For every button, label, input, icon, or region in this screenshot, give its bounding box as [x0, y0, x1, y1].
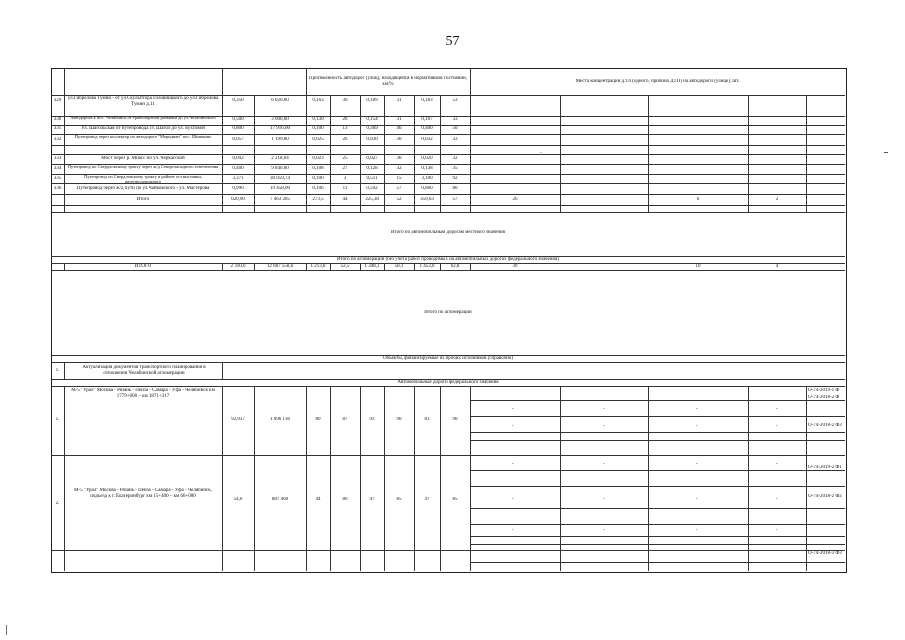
- header-col-a: Протяженность автодорог (улиц), находящейся в нормативном состоянии, км/%: [309, 76, 467, 87]
- rule: [384, 95, 385, 212]
- rule: [222, 362, 223, 379]
- rule: [470, 562, 845, 563]
- dash-mark: -: [512, 424, 514, 429]
- margin-mark: [6, 625, 7, 635]
- rule: [64, 68, 65, 212]
- rule: [64, 362, 65, 379]
- dash-mark: -: [696, 497, 698, 502]
- rule: [648, 95, 649, 212]
- dash-mark: -: [696, 528, 698, 533]
- rule: [51, 270, 845, 271]
- rule: [440, 95, 441, 212]
- rule: [748, 95, 749, 212]
- rule: [360, 95, 361, 212]
- dash-mark: -: [603, 497, 605, 502]
- rule: [806, 95, 807, 212]
- rule: [51, 205, 845, 206]
- rule: [254, 386, 255, 571]
- margin-mark: [884, 152, 888, 153]
- rule: [360, 386, 361, 571]
- page-number: 57: [445, 34, 460, 49]
- rule: [254, 95, 255, 212]
- dash-mark: -: [776, 462, 778, 467]
- dash-mark: -: [776, 407, 778, 412]
- rule: [306, 386, 307, 571]
- rule: [51, 455, 845, 456]
- rule: [51, 212, 845, 213]
- dash-mark: -: [512, 497, 514, 502]
- rule: [330, 386, 331, 571]
- dash-mark: -: [776, 497, 778, 502]
- section-other: Объекты, финансируемые из прочих источников (справочно): [383, 356, 513, 361]
- dash-mark: -: [603, 528, 605, 533]
- rule: [384, 386, 385, 571]
- dash-mark: -: [696, 462, 698, 467]
- rule: [414, 386, 415, 571]
- dash-mark: -: [776, 424, 778, 429]
- dash-mark: -: [512, 528, 514, 533]
- rule: [806, 386, 807, 571]
- rule: [470, 440, 845, 441]
- rule: [440, 386, 441, 571]
- rule: [560, 95, 561, 212]
- dash-mark: -: [776, 528, 778, 533]
- rule: [560, 386, 561, 571]
- dash-mark: -: [512, 462, 514, 467]
- rule: [470, 386, 471, 571]
- section-aggl-ex: Итого по агломерации (без учета работ проводимых на автомобильных дорогах федерального значения): [336, 257, 560, 262]
- rule: [330, 95, 331, 212]
- rule: [51, 194, 845, 195]
- section-fed: Автомобильные дороги федерального значения: [397, 380, 499, 385]
- rule: [414, 95, 415, 212]
- dash-mark: -: [540, 151, 542, 156]
- rule: [51, 362, 845, 363]
- rule: [64, 386, 65, 571]
- rule: [222, 386, 223, 571]
- section-aggl: Итого по агломерации: [424, 310, 472, 315]
- dash-mark: -: [512, 407, 514, 412]
- rule: [51, 386, 845, 387]
- section-local: Итого по автомобильным дорогам местного значения: [391, 230, 505, 235]
- dash-mark: -: [603, 407, 605, 412]
- rule: [470, 432, 845, 433]
- rule: [51, 550, 845, 551]
- dash-mark: -: [603, 424, 605, 429]
- rule: [470, 470, 845, 471]
- rule: [470, 544, 845, 545]
- dash-mark: -: [696, 424, 698, 429]
- rule: [470, 400, 845, 401]
- header-col-b: Места концентрации д.т.п (одного, причина ДТП) на автодороги (улице), шт.: [575, 79, 740, 84]
- dash-mark: -: [696, 407, 698, 412]
- rule: [470, 524, 845, 525]
- rule: [51, 145, 845, 146]
- dash-mark: -: [603, 462, 605, 467]
- rule: [470, 68, 471, 212]
- rule: [51, 154, 845, 155]
- rule: [470, 416, 845, 417]
- rule: [748, 386, 749, 571]
- rule: [470, 486, 845, 487]
- rule: [470, 536, 845, 537]
- rule: [648, 386, 649, 571]
- rule: [470, 508, 845, 509]
